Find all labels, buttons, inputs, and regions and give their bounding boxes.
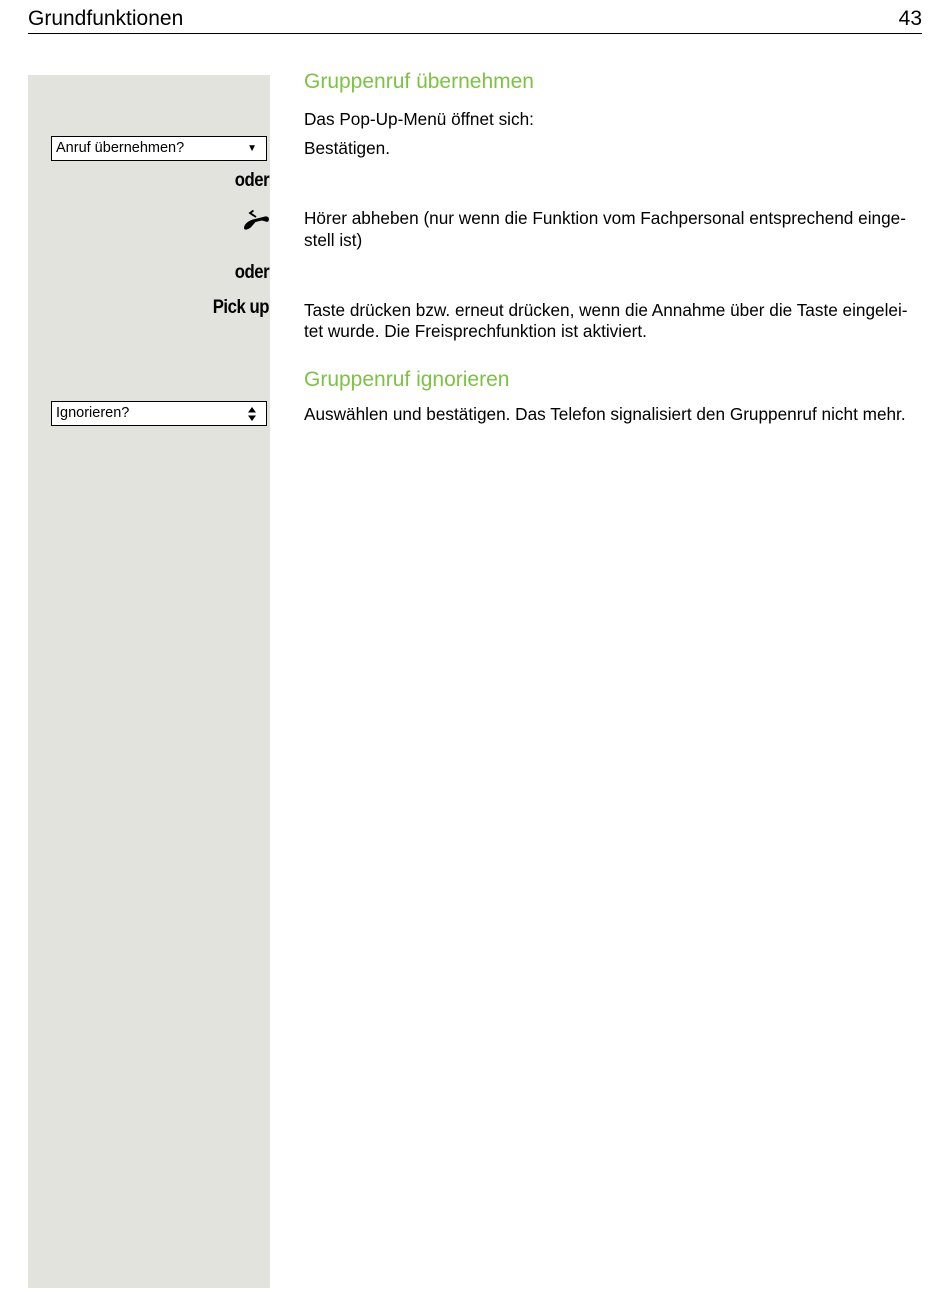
- display-text-2: Ignorieren?: [56, 405, 130, 421]
- handset-text-line-1: Hörer abheben (nur wenn die Funktion vom Fachpersonal entsprechend einge-: [304, 208, 906, 228]
- display-ignorieren: [51, 401, 267, 426]
- up-down-arrows-icon: [248, 407, 256, 421]
- oder-label: oder: [234, 170, 269, 191]
- confirm-text: Bestätigen.: [304, 138, 390, 158]
- pick-up-key: Pick up: [212, 297, 269, 318]
- chapter-title: Grundfunktionen: [28, 7, 184, 30]
- section-heading-ignorieren: Gruppenruf ignorieren: [304, 368, 510, 391]
- oder-label-2: oder: [234, 262, 269, 283]
- handset-text-line-2: stell ist): [304, 230, 363, 250]
- display-text: Anruf übernehmen?: [56, 140, 185, 156]
- intro-text: Das Pop-Up-Menü öffnet sich:: [304, 109, 534, 129]
- sidebar-column: [28, 75, 270, 1288]
- page-number: 43: [898, 7, 922, 30]
- display-anruf-uebernehmen: [51, 136, 267, 161]
- section-heading-uebernehmen: Gruppenruf übernehmen: [304, 70, 534, 93]
- pickup-text-line-2: tet wurde. Die Freisprechfunktion ist aktiviert.: [304, 321, 647, 341]
- pickup-text-line-1: Taste drücken bzw. erneut drücken, wenn die Annahme über die Taste eingelei-: [304, 300, 908, 320]
- ignore-text: Auswählen und bestätigen. Das Telefon signalisiert den Gruppenruf nicht mehr.: [304, 404, 906, 424]
- arrow-down-icon: ▼: [247, 143, 257, 154]
- handset-lift-icon: [241, 207, 271, 231]
- page-header: [28, 6, 922, 34]
